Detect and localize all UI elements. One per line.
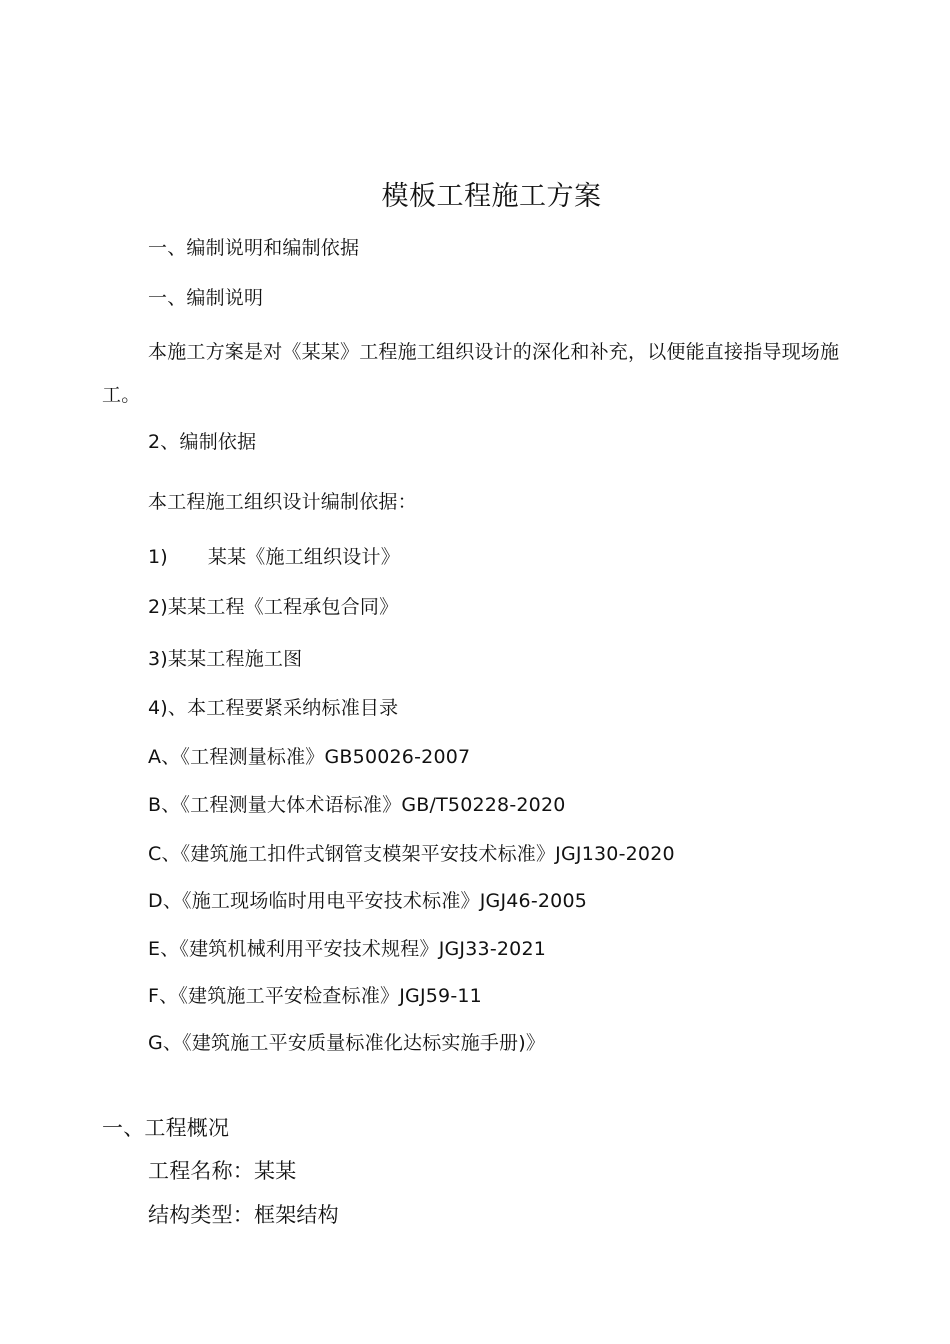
basis-intro: 本工程施工组织设计编制依据： xyxy=(148,491,417,513)
standard-item: G、《建筑施工平安质量标准化达标实施手册)》 xyxy=(148,1032,546,1054)
project-name: 工程名称：某某 xyxy=(148,1159,297,1183)
standard-item: B、《工程测量大体术语标准》GB/T50228-2020 xyxy=(148,794,566,816)
document-title: 模板工程施工方案 xyxy=(381,181,602,212)
basis-list-item xyxy=(148,545,400,569)
structure-type: 结构类型：框架结构 xyxy=(148,1203,339,1227)
section-heading-basis: 一、编制说明和编制依据 xyxy=(148,237,360,259)
standard-item: D、《施工现场临时用电平安技术标准》JGJ46-2005 xyxy=(148,890,588,912)
basis-list-item: 3)某某工程施工图 xyxy=(148,648,303,670)
subheading-explanation: 一、编制说明 xyxy=(148,287,264,309)
intro-paragraph-line-2: 工。 xyxy=(102,384,141,406)
standard-item: C、《建筑施工扣件式钢管支模架平安技术标准》JGJ130-2020 xyxy=(148,843,675,865)
standard-item: A、《工程测量标准》GB50026-2007 xyxy=(148,746,471,768)
standard-item: E、《建筑机械利用平安技术规程》JGJ33-2021 xyxy=(148,938,547,960)
standard-item: F、《建筑施工平安检查标准》JGJ59-11 xyxy=(148,985,482,1007)
basis-list-item: 4)、本工程要紧采纳标准目录 xyxy=(148,697,399,719)
section-heading-overview: 一、工程概况 xyxy=(102,1116,230,1140)
list-item-text: 某某《施工组织设计》 xyxy=(207,546,400,568)
intro-paragraph-line-1: 本施工方案是对《某某》工程施工组织设计的深化和补充，以便能直接指导现场施 xyxy=(148,341,840,363)
list-marker: 1) xyxy=(148,546,168,568)
subheading-basis: 2、编制依据 xyxy=(148,431,257,453)
basis-list-item: 2)某某工程《工程承包合同》 xyxy=(148,596,399,618)
